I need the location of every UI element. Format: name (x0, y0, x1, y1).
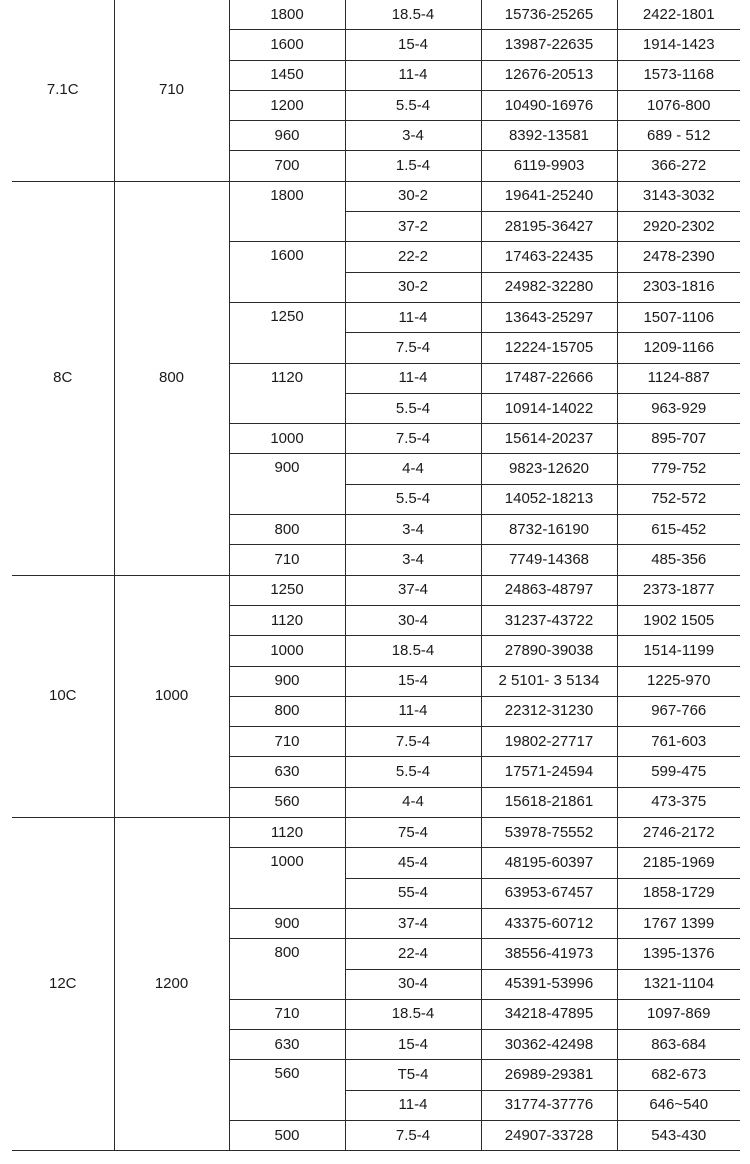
pressure-cell: 646~540 (617, 1090, 740, 1120)
power-cell: 5.5-4 (345, 393, 481, 423)
speed-cell: 900 (229, 908, 345, 938)
power-cell: 5.5-4 (345, 757, 481, 787)
airflow-cell: 17487-22666 (481, 363, 617, 393)
power-cell: 30-4 (345, 605, 481, 635)
power-cell: 3-4 (345, 121, 481, 151)
speed-cell: 960 (229, 121, 345, 151)
pressure-cell: 1209-1166 (617, 333, 740, 363)
pressure-cell: 2373-1877 (617, 575, 740, 605)
pressure-cell: 1902 1505 (617, 605, 740, 635)
power-cell: 7.5-4 (345, 333, 481, 363)
pressure-cell: 2422-1801 (617, 0, 740, 30)
power-cell: 11-4 (345, 302, 481, 332)
speed-cell: 560 (229, 1060, 345, 1121)
speed-cell: 1250 (229, 575, 345, 605)
pressure-cell: 543-430 (617, 1120, 740, 1150)
pressure-cell: 1767 1399 (617, 908, 740, 938)
diameter-cell: 1200 (114, 818, 229, 1151)
power-cell: 30-2 (345, 181, 481, 211)
airflow-cell: 12676-20513 (481, 60, 617, 90)
power-cell: 11-4 (345, 1090, 481, 1120)
power-cell: 4-4 (345, 454, 481, 484)
pressure-cell: 485-356 (617, 545, 740, 575)
airflow-cell: 24907-33728 (481, 1120, 617, 1150)
power-cell: 22-4 (345, 939, 481, 969)
speed-cell: 630 (229, 1030, 345, 1060)
airflow-cell: 30362-42498 (481, 1030, 617, 1060)
pressure-cell: 2746-2172 (617, 818, 740, 848)
fan-spec-table-body (12, 0, 740, 1151)
airflow-cell: 19802-27717 (481, 727, 617, 757)
airflow-cell: 2 5101- 3 5134 (481, 666, 617, 696)
model-cell: 10C (12, 575, 114, 817)
airflow-cell: 27890-39038 (481, 636, 617, 666)
power-cell: 37-4 (345, 575, 481, 605)
speed-cell: 1000 (229, 636, 345, 666)
pressure-cell: 1914-1423 (617, 30, 740, 60)
airflow-cell: 17571-24594 (481, 757, 617, 787)
airflow-cell: 38556-41973 (481, 939, 617, 969)
power-cell: 3-4 (345, 515, 481, 545)
power-cell: 7.5-4 (345, 727, 481, 757)
airflow-cell: 8392-13581 (481, 121, 617, 151)
airflow-cell: 14052-18213 (481, 484, 617, 514)
speed-cell: 1250 (229, 302, 345, 363)
speed-cell: 630 (229, 757, 345, 787)
airflow-cell: 17463-22435 (481, 242, 617, 272)
pressure-cell: 752-572 (617, 484, 740, 514)
model-cell: 12C (12, 818, 114, 1151)
power-cell: T5-4 (345, 1060, 481, 1090)
airflow-cell: 6119-9903 (481, 151, 617, 181)
airflow-cell: 19641-25240 (481, 181, 617, 211)
airflow-cell: 43375-60712 (481, 908, 617, 938)
diameter-cell: 800 (114, 181, 229, 575)
pressure-cell: 967-766 (617, 696, 740, 726)
table-row (12, 575, 740, 605)
pressure-cell: 366-272 (617, 151, 740, 181)
power-cell: 37-2 (345, 212, 481, 242)
airflow-cell: 24982-32280 (481, 272, 617, 302)
pressure-cell: 1321-1104 (617, 969, 740, 999)
pressure-cell: 1573-1168 (617, 60, 740, 90)
speed-cell: 1000 (229, 424, 345, 454)
speed-cell: 710 (229, 727, 345, 757)
airflow-cell: 13987-22635 (481, 30, 617, 60)
pressure-cell: 1225-970 (617, 666, 740, 696)
airflow-cell: 15618-21861 (481, 787, 617, 817)
speed-cell: 1800 (229, 0, 345, 30)
airflow-cell: 15614-20237 (481, 424, 617, 454)
airflow-cell: 26989-29381 (481, 1060, 617, 1090)
speed-cell: 1800 (229, 181, 345, 242)
pressure-cell: 761-603 (617, 727, 740, 757)
speed-cell: 1000 (229, 848, 345, 909)
pressure-cell: 689 - 512 (617, 121, 740, 151)
speed-cell: 900 (229, 666, 345, 696)
airflow-cell: 34218-47895 (481, 999, 617, 1029)
table-row (12, 0, 740, 30)
power-cell: 5.5-4 (345, 90, 481, 120)
power-cell: 45-4 (345, 848, 481, 878)
power-cell: 11-4 (345, 696, 481, 726)
pressure-cell: 1097-869 (617, 999, 740, 1029)
pressure-cell: 615-452 (617, 515, 740, 545)
airflow-cell: 48195-60397 (481, 848, 617, 878)
speed-cell: 800 (229, 515, 345, 545)
speed-cell: 800 (229, 939, 345, 1000)
power-cell: 7.5-4 (345, 424, 481, 454)
model-cell: 7.1C (12, 0, 114, 181)
pressure-cell: 682-673 (617, 1060, 740, 1090)
airflow-cell: 63953-67457 (481, 878, 617, 908)
speed-cell: 1600 (229, 242, 345, 303)
airflow-cell: 45391-53996 (481, 969, 617, 999)
power-cell: 18.5-4 (345, 636, 481, 666)
power-cell: 7.5-4 (345, 1120, 481, 1150)
pressure-cell: 1076-800 (617, 90, 740, 120)
pressure-cell: 1858-1729 (617, 878, 740, 908)
pressure-cell: 2478-2390 (617, 242, 740, 272)
power-cell: 11-4 (345, 363, 481, 393)
airflow-cell: 53978-75552 (481, 818, 617, 848)
power-cell: 30-2 (345, 272, 481, 302)
airflow-cell: 24863-48797 (481, 575, 617, 605)
power-cell: 15-4 (345, 30, 481, 60)
pressure-cell: 2303-1816 (617, 272, 740, 302)
airflow-cell: 22312-31230 (481, 696, 617, 726)
speed-cell: 1120 (229, 818, 345, 848)
airflow-cell: 13643-25297 (481, 302, 617, 332)
speed-cell: 900 (229, 454, 345, 515)
power-cell: 55-4 (345, 878, 481, 908)
power-cell: 15-4 (345, 666, 481, 696)
speed-cell: 1600 (229, 30, 345, 60)
airflow-cell: 7749-14368 (481, 545, 617, 575)
power-cell: 18.5-4 (345, 999, 481, 1029)
pressure-cell: 2920-2302 (617, 212, 740, 242)
speed-cell: 800 (229, 696, 345, 726)
pressure-cell: 1124-887 (617, 363, 740, 393)
speed-cell: 560 (229, 787, 345, 817)
power-cell: 75-4 (345, 818, 481, 848)
airflow-cell: 8732-16190 (481, 515, 617, 545)
pressure-cell: 863-684 (617, 1030, 740, 1060)
power-cell: 11-4 (345, 60, 481, 90)
power-cell: 4-4 (345, 787, 481, 817)
power-cell: 30-4 (345, 969, 481, 999)
pressure-cell: 3143-3032 (617, 181, 740, 211)
table-row (12, 818, 740, 848)
pressure-cell: 779-752 (617, 454, 740, 484)
pressure-cell: 473-375 (617, 787, 740, 817)
power-cell: 5.5-4 (345, 484, 481, 514)
power-cell: 3-4 (345, 545, 481, 575)
pressure-cell: 1507-1106 (617, 302, 740, 332)
speed-cell: 1450 (229, 60, 345, 90)
diameter-cell: 710 (114, 0, 229, 181)
airflow-cell: 10490-16976 (481, 90, 617, 120)
fan-spec-table (12, 0, 740, 1151)
airflow-cell: 12224-15705 (481, 333, 617, 363)
power-cell: 22-2 (345, 242, 481, 272)
speed-cell: 1200 (229, 90, 345, 120)
table-row (12, 181, 740, 211)
airflow-cell: 15736-25265 (481, 0, 617, 30)
speed-cell: 1120 (229, 363, 345, 424)
pressure-cell: 1395-1376 (617, 939, 740, 969)
speed-cell: 710 (229, 999, 345, 1029)
power-cell: 37-4 (345, 908, 481, 938)
speed-cell: 500 (229, 1120, 345, 1150)
diameter-cell: 1000 (114, 575, 229, 817)
speed-cell: 700 (229, 151, 345, 181)
airflow-cell: 28195-36427 (481, 212, 617, 242)
power-cell: 18.5-4 (345, 0, 481, 30)
model-cell: 8C (12, 181, 114, 575)
power-cell: 15-4 (345, 1030, 481, 1060)
speed-cell: 710 (229, 545, 345, 575)
speed-cell: 1120 (229, 605, 345, 635)
pressure-cell: 1514-1199 (617, 636, 740, 666)
pressure-cell: 963-929 (617, 393, 740, 423)
airflow-cell: 9823-12620 (481, 454, 617, 484)
power-cell: 1.5-4 (345, 151, 481, 181)
airflow-cell: 31237-43722 (481, 605, 617, 635)
pressure-cell: 2185-1969 (617, 848, 740, 878)
airflow-cell: 10914-14022 (481, 393, 617, 423)
pressure-cell: 895-707 (617, 424, 740, 454)
pressure-cell: 599-475 (617, 757, 740, 787)
airflow-cell: 31774-37776 (481, 1090, 617, 1120)
